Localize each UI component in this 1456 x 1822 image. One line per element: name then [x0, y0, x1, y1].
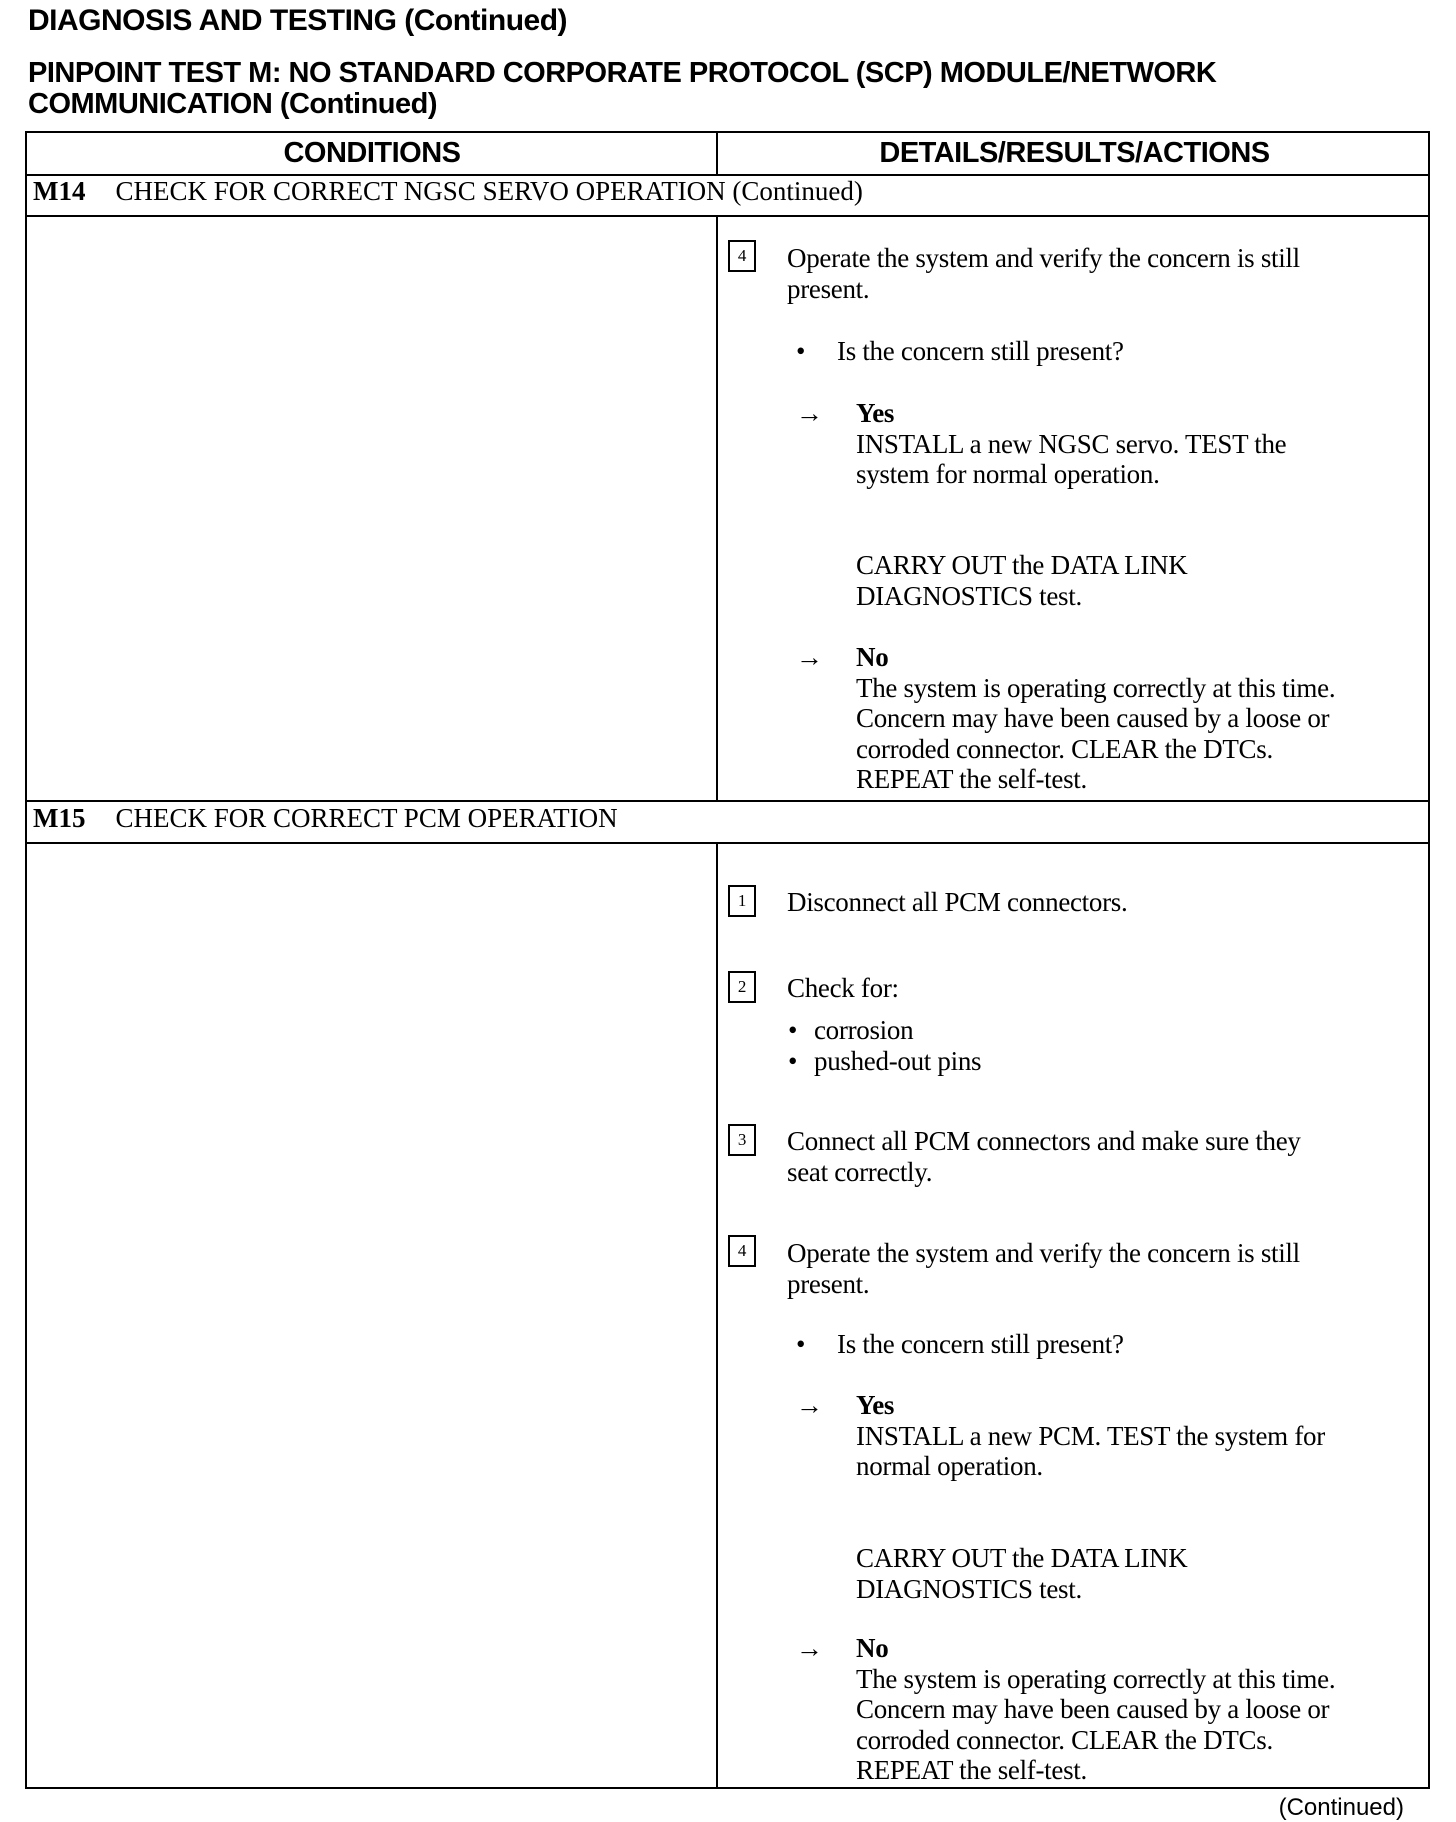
arrow-icon: → — [796, 398, 823, 428]
bullet-icon: • — [788, 1046, 798, 1076]
continued-label: (Continued) — [1278, 1794, 1404, 1821]
divider — [716, 215, 718, 802]
m14-yes: Yes INSTALL a new NGSC servo. TEST the system for normal operation. — [856, 398, 1287, 489]
m15-no: No The system is operating correctly at this time. Concern may have been caused by a loose or corroded connector. CLEAR the DTCs. REPEAT the self-test. — [856, 1633, 1336, 1785]
bullet-icon: • — [796, 1329, 806, 1359]
m14-question: Is the concern still present? — [837, 336, 1124, 366]
m15-yes: Yes INSTALL a new PCM. TEST the system for normal operation. — [856, 1390, 1325, 1481]
subtitle-line-2: COMMUNICATION (Continued) — [28, 88, 437, 120]
check-item: corrosion — [814, 1015, 914, 1045]
m15-section-header — [33, 803, 618, 834]
m14-id: M14 — [33, 176, 86, 206]
step-number-box: 4 — [728, 240, 756, 272]
m15-title: CHECK FOR CORRECT PCM OPERATION — [115, 803, 618, 833]
m14-title: CHECK FOR CORRECT NGSC SERVO OPERATION (Continued) — [115, 176, 863, 206]
page-title: DIAGNOSIS AND TESTING (Continued) — [28, 4, 568, 37]
divider — [27, 800, 1428, 802]
step-number-box: 3 — [728, 1124, 756, 1156]
m14-no: No The system is operating correctly at this time. Concern may have been caused by a loose or corroded connector. CLEAR the DTCs. REPEAT the self-test. — [856, 642, 1336, 794]
arrow-icon: → — [796, 642, 823, 672]
conditions-header: CONDITIONS — [283, 137, 461, 169]
pinpoint-test-table — [25, 131, 1430, 1789]
m14-carry-out: CARRY OUT the DATA LINK DIAGNOSTICS test. — [856, 550, 1188, 611]
divider — [716, 133, 718, 174]
m14-section-header — [33, 176, 863, 207]
m15-step4: Operate the system and verify the concern is still present. — [787, 1238, 1300, 1299]
divider — [27, 215, 1428, 217]
bullet-icon: • — [788, 1015, 798, 1045]
pinpoint-test-title — [28, 58, 1216, 120]
arrow-icon: → — [796, 1633, 823, 1663]
m15-step1: Disconnect all PCM connectors. — [787, 887, 1128, 917]
m15-carry-out: CARRY OUT the DATA LINK DIAGNOSTICS test. — [856, 1543, 1188, 1604]
details-header: DETAILS/RESULTS/ACTIONS — [879, 137, 1270, 169]
m15-question: Is the concern still present? — [837, 1329, 1124, 1359]
subtitle-line-1: PINPOINT TEST M: NO STANDARD CORPORATE PROTOCOL (SCP) MODULE/NETWORK — [28, 57, 1217, 89]
divider — [716, 842, 718, 1789]
step-number-box: 2 — [728, 971, 756, 1003]
step-number-box: 4 — [728, 1235, 756, 1267]
m15-step3: Connect all PCM connectors and make sure they seat correctly. — [787, 1126, 1301, 1187]
divider — [27, 842, 1428, 844]
check-item: pushed-out pins — [814, 1046, 982, 1076]
m15-step2: Check for: — [787, 973, 899, 1003]
bullet-icon: • — [796, 336, 806, 366]
arrow-icon: → — [796, 1390, 823, 1420]
m15-id: M15 — [33, 803, 86, 833]
m14-step4: Operate the system and verify the concern is still present. — [787, 243, 1300, 304]
step-number-box: 1 — [728, 885, 756, 917]
